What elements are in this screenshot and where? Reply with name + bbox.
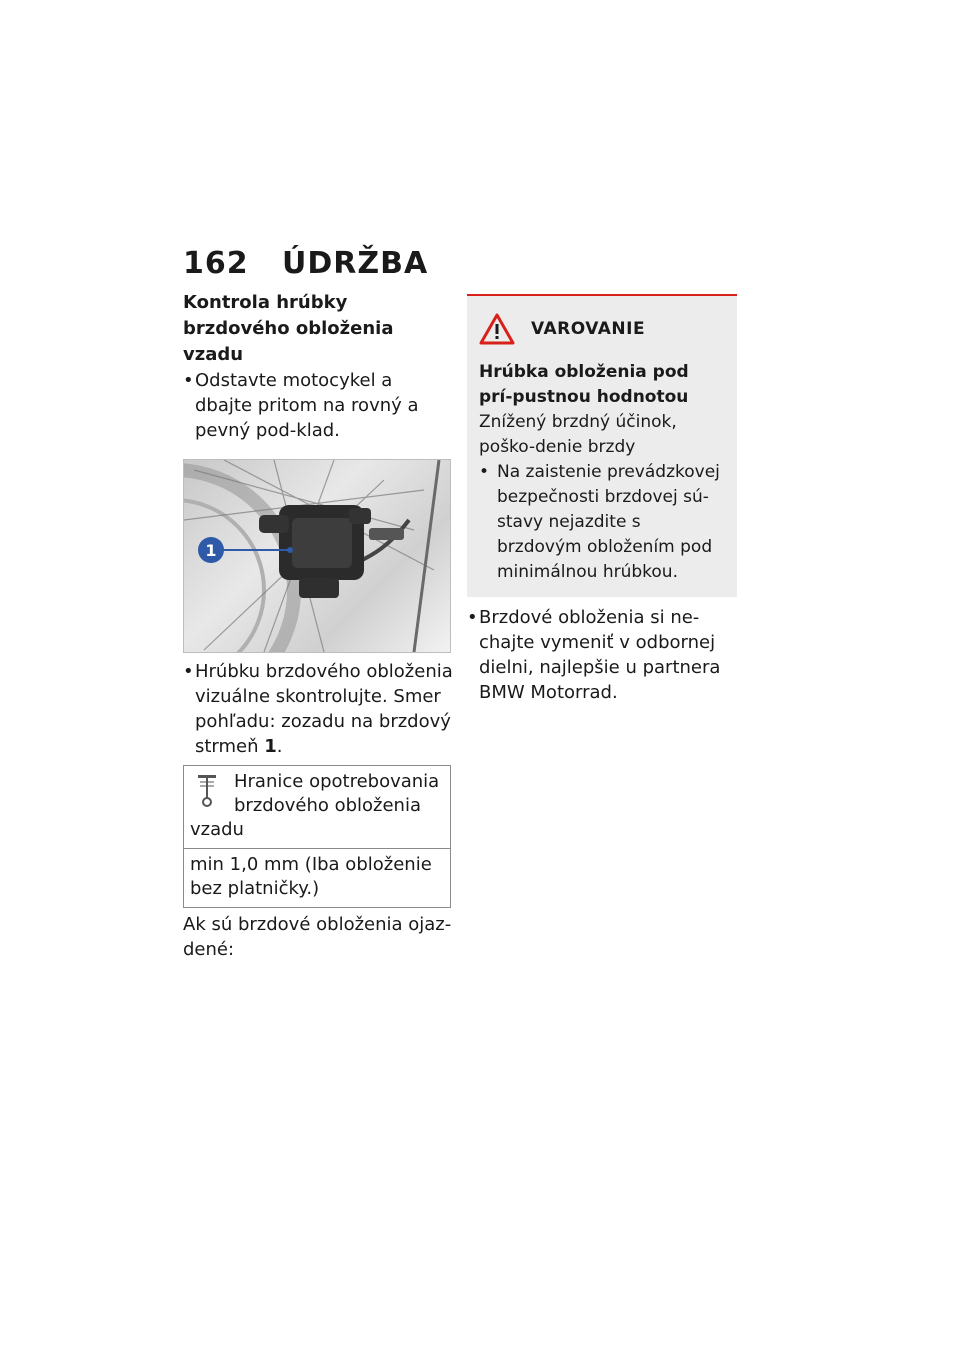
warning-box [467, 294, 737, 597]
spec-table [183, 765, 451, 908]
spec-value: min 1,0 mm (Iba obloženie bez platničky.) [184, 848, 450, 907]
left-column [183, 290, 453, 962]
bullet-text: Odstavte motocykel a dbajte pritom na rovný a pevný pod-klad. [195, 370, 419, 441]
list-item [183, 659, 453, 759]
warning-label: VAROVANIE [531, 319, 646, 339]
warning-list-item [479, 460, 727, 585]
warning-bullet-text: Na zaistenie prevádzkovej bezpečnosti brzdovej sú-stavy nejazdite s brzdovým obložením pod minimálnou hrúbkou. [497, 462, 720, 582]
spec-label-line2: brzdového obloženia [234, 795, 421, 816]
list-item [467, 605, 737, 705]
bullet-icon: • [183, 661, 194, 682]
bullet-icon: • [183, 370, 194, 391]
page-number: 162 [183, 246, 249, 281]
bullet-end: . [276, 736, 283, 757]
bullet-text: Hrúbku brzdového obloženia vizuálne skontrolujte. Smer pohľadu: zozadu na brzdový strmeň [195, 661, 453, 757]
warning-heading: Hrúbka obloženia pod prí-pustnou hodnotou [479, 362, 689, 407]
bullet-text: Brzdové obloženia si ne-chajte vymeniť v odbornej dielni, najlepšie u partnera BMW Motorrad. [479, 607, 721, 703]
section-heading: Kontrola hrúbky brzdového obloženia vzadu [183, 292, 394, 365]
warning-triangle-icon [479, 313, 515, 345]
list-item [183, 368, 453, 443]
warning-header [479, 312, 727, 346]
brake-caliper-illustration [184, 460, 450, 652]
spec-label-line1: Hranice opotrebovania [234, 771, 440, 792]
paragraph: Ak sú brzdové obloženia ojaz-dené: [183, 914, 452, 960]
bullet-icon: • [467, 607, 478, 628]
figure-callout-1: 1 [205, 541, 217, 560]
spec-header [184, 766, 450, 848]
caliper-gauge-icon [196, 774, 218, 808]
callout-reference: 1 [264, 736, 277, 757]
bullet-icon: • [479, 462, 490, 482]
spec-label-line3: vzadu [190, 819, 244, 840]
brake-caliper-figure [183, 459, 451, 653]
warning-text: Znížený brzdný účinok, poško-denie brzdy [479, 412, 677, 457]
chapter-title: ÚDRŽBA [282, 246, 429, 281]
right-column [467, 294, 737, 705]
